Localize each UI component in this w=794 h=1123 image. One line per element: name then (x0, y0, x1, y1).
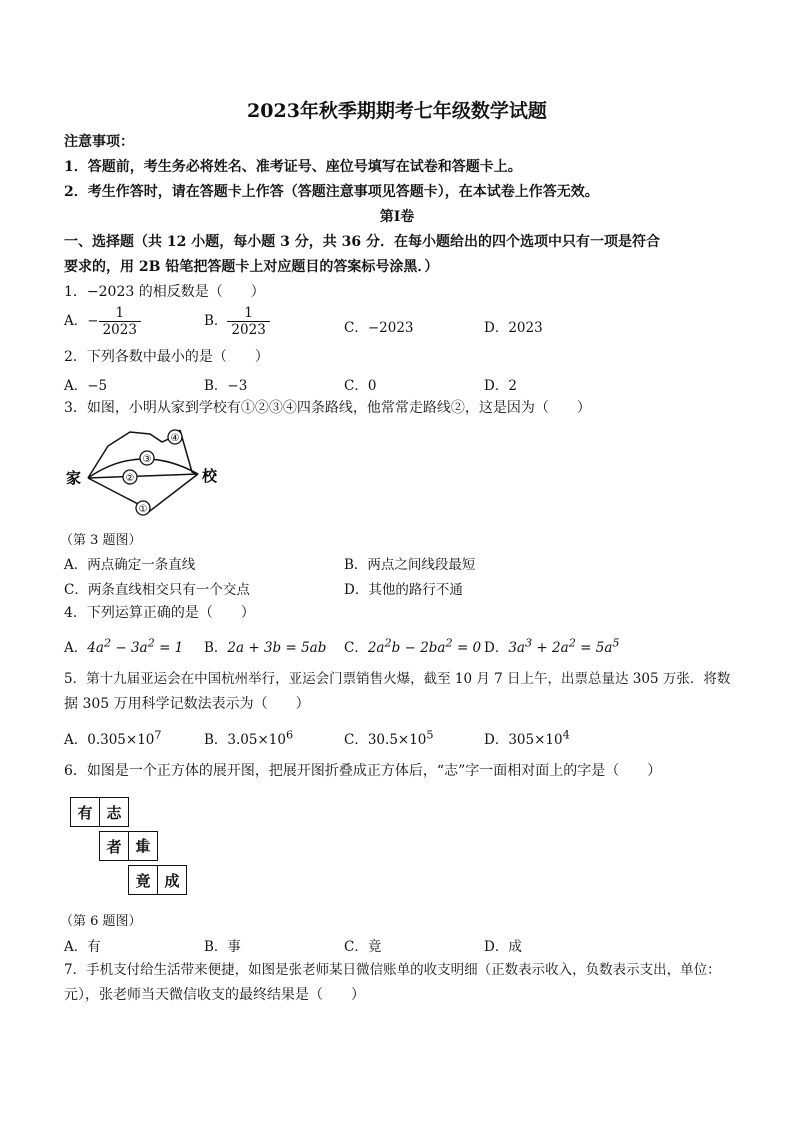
q5-option-d (484, 728, 570, 748)
q4-option-b (204, 636, 326, 656)
q4-option-c (344, 636, 481, 656)
q7-stem-line2: 元），张老师当天微信收支的最终结果是（ ） (64, 987, 365, 1003)
q5-option-d-exp: 4 (562, 728, 570, 742)
svg-text:③: ③ (142, 454, 152, 465)
net-cell-zhi: 志 (99, 797, 129, 827)
q4-option-a-label: A． (64, 640, 88, 656)
q1-b-denominator: 2023 (231, 322, 266, 338)
q5-stem-line2: 据 305 万用科学记数法表示为（ ） (64, 696, 310, 712)
q2-option-a: A．−5 (64, 378, 108, 394)
q1-option-d: D．2023 (484, 320, 543, 336)
q3-option-d: D．其他的路行不通 (344, 582, 463, 598)
route-3-marker (140, 451, 154, 465)
notice-item-1: 1．答题前，考生务必将姓名、准考证号、座位号填写在试卷和答题卡上。 (64, 159, 522, 175)
q4-option-d (484, 636, 620, 656)
q6-option-c: C．竟 (344, 939, 382, 955)
net-cell-cheng: 成 (157, 865, 187, 895)
q5-option-b-base: 3.05×10 (227, 732, 286, 748)
q1-option-a (64, 305, 141, 338)
section-heading-line1: 一、选择题（共 12 小题，每小题 3 分，共 36 分．在每小题给出的四个选项中只有一项是符合 (64, 234, 660, 250)
svg-text:②: ② (125, 473, 135, 484)
q5-option-d-label: D． (484, 732, 509, 748)
net-cell-shi: 事 (128, 831, 158, 861)
q1-option-a-fraction (99, 305, 141, 338)
q5-option-c-base: 30.5×10 (367, 732, 427, 748)
q4-stem: 4．下列运算正确的是（ ） (64, 605, 255, 621)
net-cell-zhe: 者 (99, 831, 129, 861)
q6-option-a: A．有 (64, 939, 101, 955)
q1-a-denominator: 2023 (102, 322, 137, 338)
q4-option-a (64, 636, 183, 656)
q7-stem-line1: 7．手机支付给生活带来便捷，如图是张老师某日微信账单的收支明细（正数表示收入，负数表示支出，单位： (64, 962, 721, 978)
q5-option-d-base: 305×10 (508, 732, 563, 748)
q5-option-c-exp: 5 (426, 728, 434, 742)
q4-option-d-label: D． (484, 640, 509, 656)
q4-option-b-label: B． (204, 640, 228, 656)
net-cell-you: 有 (70, 797, 100, 827)
q3-option-b: B．两点之间线段最短 (344, 557, 476, 573)
route-4-marker (168, 430, 182, 444)
svg-text:①: ① (138, 504, 148, 515)
q4-option-c-expr: $2a^2b - 2ba^2 = 0$ (367, 636, 482, 656)
q5-option-b (204, 728, 293, 748)
q6-caption: （第 6 题图） (60, 914, 142, 929)
q1-option-b-fraction (227, 305, 269, 338)
q4-option-c-label: C． (344, 640, 368, 656)
q3-option-c: C．两条直线相交只有一个交点 (64, 582, 250, 598)
q2-stem: 2．下列各数中最小的是（ ） (64, 349, 269, 365)
section-heading-line2: 要求的，用 2B 铅笔把答题卡上对应题目的答案标号涂黑．） (64, 259, 439, 275)
q2-option-b: B．−3 (204, 378, 248, 394)
q4-option-a-expr: $4a^2 - 3a^2 = 1$ (87, 636, 184, 656)
q1-option-c: C．−2023 (344, 320, 414, 336)
q2-option-d: D．2 (484, 378, 517, 394)
q5-option-b-exp: 6 (285, 728, 294, 742)
q5-option-c-label: C． (344, 732, 368, 748)
route-2-marker (123, 470, 137, 484)
q5-option-b-label: B． (204, 732, 228, 748)
q1-option-b-label: B． (204, 313, 228, 329)
page-title: 2023年秋季期期考七年级数学试题 (247, 100, 547, 122)
net-cell-jing: 竟 (128, 865, 158, 895)
q5-option-a-label: A． (64, 732, 88, 748)
school-label: 校 (202, 467, 218, 485)
q5-option-a-base: 0.305×10 (87, 732, 155, 748)
route-1-marker (136, 501, 150, 515)
q3-stem: 3．如图，小明从家到学校有①②③④四条路线，他常常走路线②，这是因为（ ） (64, 400, 591, 416)
q3-route-figure (60, 424, 230, 524)
q3-option-a: A．两点确定一条直线 (64, 557, 196, 573)
q6-cube-net (68, 795, 192, 900)
q6-option-b: B．事 (204, 939, 241, 955)
q5-stem-line1: 5．第十九届亚运会在中国杭州举行，亚运会门票销售火爆，截至 10 月 7 日上午，出票总量达 305 万张．将数 (64, 671, 731, 687)
volume-heading: 第Ⅰ卷 (379, 209, 415, 225)
notice-item-2: 2．考生作答时，请在答题卡上作答（答题注意事项见答题卡），在本试卷上作答无效。 (64, 184, 599, 200)
q3-caption: （第 3 题图） (60, 533, 142, 548)
q1-b-numerator: 1 (227, 305, 269, 322)
notice-heading: 注意事项： (64, 134, 134, 150)
route-diagram (60, 424, 230, 524)
q1-a-numerator: 1 (99, 305, 141, 322)
q4-option-b-expr: 2a + 3b = 5ab (227, 640, 327, 656)
q4-option-d-expr: $3a^3 + 2a^2 = 5a^5$ (508, 636, 620, 656)
q1-option-b (204, 305, 270, 338)
q6-option-d: D．成 (484, 939, 522, 955)
q1-option-a-label: A．− (64, 313, 99, 329)
q1-stem: 1．−2023 的相反数是（ ） (64, 284, 265, 300)
q5-option-c (344, 728, 434, 748)
svg-text:④: ④ (170, 433, 180, 444)
q2-option-c: C．0 (344, 378, 377, 394)
q6-stem: 6．如图是一个正方体的展开图，把展开图折叠成正方体后，“志”字一面相对面上的字是（ ） (64, 763, 662, 779)
home-label: 家 (66, 469, 82, 487)
q5-option-a (64, 728, 162, 748)
q5-option-a-exp: 7 (154, 728, 162, 742)
